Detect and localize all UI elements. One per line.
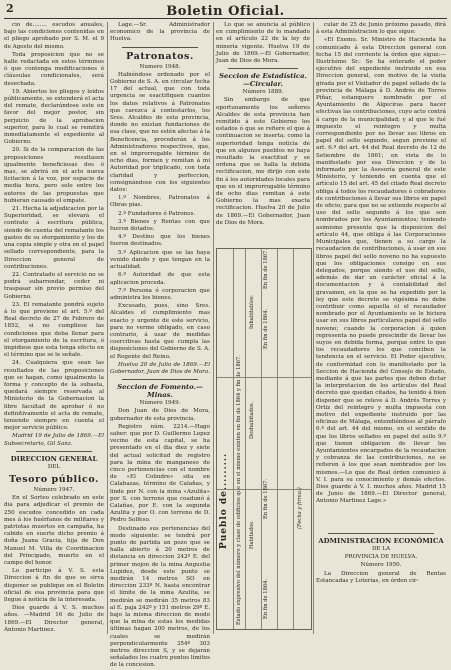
column-divider [107, 22, 108, 634]
section-rule [228, 68, 298, 69]
header-rule [4, 18, 447, 19]
paragraph: 19. Abiertos los pliegos y leidos públicamente, se extenderá el acta del remate, declarándose este en favor del mejor postor, sin perjuicio de la aprobacion superior, para lo cual se remitirá inmediatamente el expediente al Gobierno. [4, 88, 104, 146]
section-title: Seccion de Estadística.—Circular. [219, 72, 307, 89]
table-row-1864: En fin de 1864. [263, 578, 269, 619]
table-title: Estado expresivo del número y clase de edificios que en el mismo existen en fin de 1864 y fin de 1867. [236, 355, 242, 625]
list-item: 1.º Nombres, Patronatos á Obras pias. [110, 195, 210, 209]
paragraph: Toda proposicion que no se halle redactada en estos términos ó que contenga modificaciones ó cláusulas condicionales, será desechada. [4, 51, 104, 87]
statistics-table [216, 248, 312, 630]
masthead-title: Boletin Oficial. [166, 4, 285, 19]
paragraph: cio de........ escudos anuales, bajo las condiciones contenidas en el pliego aprobado por S. M. el 9 de Agosto del mismo. [4, 22, 104, 50]
table-row-1867: En fin de 1867. [263, 248, 269, 289]
list-item: 3.º Bienes y Rentas con que fueron dotados. [110, 218, 210, 233]
table-divider [261, 249, 262, 629]
section-rule [122, 47, 198, 48]
paragraph: cular de 25 de Junio próximo pasado, dirá á esta Administracion lo que sigue: [316, 22, 446, 36]
list-item: 5.º Aplicacion que se las haya venido dando y que tengan en la actualidad. [110, 249, 210, 271]
table-header-habitados: Habitados. [249, 520, 255, 549]
paragraph: Excusado, pues, sino Sres. Alcaldes el cumplimiento mas exacto y urgente de este servicio, para no verme obligado, en caso contrario, á usar de medidas coercitivas hasta que cumpla las disposiciones del Gobierno de S. A. el Regente del Reino. [110, 303, 210, 360]
paragraph: 24. Cualquiera que sean las resultados de las proposiciones que se hagan, como igualmente la forma y concepto de la subasta, quedará siempre reservada al Ministerio de la Gobernacion la libre facultad de aprobar ó no definitivamente el acta de remate, teniendo siempre en cuenta el mejor servicio público. [4, 360, 104, 432]
section-rule [16, 451, 92, 452]
list-item: 7.º Persona ó corporacion que administra los bienes. [110, 287, 210, 301]
column-4-bottom [316, 530, 446, 634]
paragraph: 23. El rematante pondrá sujeto á lo que previene el art. 5.º del Real decreto de 27 de Febrero de 1852, si no cumpliese las condiciones que deba llenar para el otorgamiento de la escritura, ó impidiese que esta tenga efecto en el término que se le señale. [4, 301, 104, 359]
column-divider [313, 22, 314, 634]
table-pueblo-label: Pueblo de......... [219, 452, 229, 549]
column-divider [213, 22, 214, 634]
table-divider [217, 377, 311, 378]
table-divider [293, 249, 294, 629]
paragraph: «El Exemo. Sr. Ministro de Hacienda ha comunicado á esta Direccion general con fecha 15 del corriente la órden que sigue:—Ilustrísimo Sr.: Se ha enterado el poder ejecutivo del expediente instruido en esa Direccion general, con motivo de la visita girada por el Visitador de papel sellado de la provincia de Málaga á D. Andrés de Torres Piñar, estanquero nombrado por el Ayuntamiento de Algeciras para hacer efectivas las contribuciones, cuyo acto contrá á cargo de la municipalidad; y al que le fué impuesto el reintegro y multa correspondiente por no llevar sus libros en papel del sello segundo, segun previene el art. 6.º del art. 44 del Real decreto de 12 de Setiembre de 1861; en vista de lo manifestado por esa Direccion y de lo informado por la Asesoría general de este Ministerio, y teniendo en cuenta que el artículo 15 del art. 45 del citado Real decreto obliga á todos los recaudadores ó cobradores de contribuciones á llevar sus libros en papel de oficio; para que no se extiende respecto al uso del sello segundo á los que son nombrados por los Ayuntamientos; teniendo asimismo presente que la disposicion del artículo 44, que obliga á las Corporaciones Municipales que, tienen a su cargo la recaudacion de contribuciones, á usar en sus libros papel del sello noveno no ha supuesto que los obligaciones consigo en sus delegados, porque siendo el uso del sello, además de dar un carácter oficial á la documentacion y á contabilidad del gravamen, en la que se ha expedido por la ley que este decreto se vigésima no debe contribuir como aquella el el recaudador nombrado por el Ayuntamiento se le hiciera usar en sus libros particulares papel del sello noveno; cuando la corporacion á quien representa no puede prescindir de llevar los suyos en debida forma, porque entre lo que los recaudadores los que conciben la tendencia en el servicio. El Poder ejecutivo, de conformidad con lo manifestado por la Seccion de Hacienda del Consejo de Estado, mediante á que las partes que deben dictar la interpretacion de los artículos del Real decreto que quedan citados, ha tenido á bien disponer que se releve á D. Andrés Torres y Ortiz del reintegro y multa impuesta con motivo del expediente instruido por las oficinas de Málaga, entendiéndose al párrafo 6.º del art. 44 del mismo, en el sentido de que los libros sellados en papel del sello 9.º que tienen obligacion de llevar los Ayuntamientos encargados de la recaudacion y cobranza de las contribuciones, no se refieren á los que sean nombrados por los mismos.—Lo que de Real órden comunico á V. I. para su conocimiento y demás efectos. Dios guarde á V. I. muchos años. Madrid 15 de Junio de 1869.—El Director general, Antonio Martinez Lage.» [316, 37, 446, 505]
paragraph: La Direccion general de Rentas Estancadas y Loterías, en órden cir- [316, 570, 446, 584]
paragraph: En el Sorteo celebrado en este dia para adjudicar el premio de 250 escudos concedido en cada mes á los huérfanos de militares y patriotas muertos en campaña, ha cabido en suerte dicho premio á doña Juana Gracia, hija de Don Manuel M. Villa de Coordinacion del Principado, muerto en el campo del honor. [4, 495, 104, 567]
section-title: DIRECCION GENERAL [10, 454, 98, 463]
paragraph: Habiéndose ordenado por el Gobierno de S. A. en circular fecha 17 del actual, que con toda urgencia se esactifiquen cuantos los datos relativos á Patronatos que carezca á contestarlos, los Sres. Alcaldes de esta provincia, donde no existan fundaciones de esa clase, que no estén afectas á la Beneficencia, procederán á los Administradores respectivos, que, en el improrrogable término de ocho dias, formen y remitan á mi Autoridad por triplicado, con toda claridad y perfeccion, consignándose con los siguientes datos: [110, 71, 210, 194]
table-header-deshabitados: Deshabitados. [249, 401, 255, 439]
paragraph: Registro núm. 2214.—Hago saber: que por D. Guillermo Lopez vecino de esta capital, se ha presentado en el dia diez y siete del actual solicitud de registro para la mina de manganeso de cinco pertenencias con el nombre de «El Colindre» sita en Calabazas, término de Calañas, y linde por N. con la mina «Azulita» por S. con terreno que coadunó á Calañas, por E. con la segunda Azulita y por O. con terreno de D. Pedro Solfeso. [110, 423, 210, 524]
paragraph: Lo que se anuncia al público en cumplimiento de lo mandado en el artículo 22 de la ley de minería vigente. Huelva 19 de Julio de 1869.—El Gobernador, Juan de Dios de Mora. [216, 22, 310, 65]
table-divider [245, 249, 246, 629]
paragraph: Destinado sus pertenencias del modo siguiente: se tendrá por punto de partida un pozo que se halla abierto á 20 metros de distancia en direccion 242º E. del primer mojon de la mina Angustia Lupidez, desde este punto se medirán 14 metros SO en direccion 233º N. hasta encontrar el límite de la mina Azulita, se medirán se medirán 35 metros 83 al E. paja 242º y 151 metros 29º E. bajo la misma direccion de modo que la mina de estas los medidas últimas hagan 200 metros, de los cuales se medirán perpendicularmente 354º 303 metros direccion S, y se dejarán señalados los cuatro puntos límites de la concesion. [110, 525, 210, 669]
column-1 [4, 22, 104, 634]
signature: Madrid 19 de Julio de 1869.—El Subsecretario, Gil Sanz. [4, 433, 104, 447]
section-subtitle: DEL [47, 463, 61, 470]
notice-number: Número 1949. [139, 400, 181, 407]
paragraph: Dios guarde á V. S. muchos años. —Madrid 16 de Julio de 1869.—El Director general, Antonio Martinez. [4, 605, 104, 633]
section-rule [122, 379, 198, 380]
notice-number: Número 1950. [360, 562, 402, 569]
table-row-1864: En fin de 1864. [263, 308, 269, 349]
notice-number: Número 1947. [33, 486, 75, 493]
table-header-inhabitables: Inhabitables. [249, 294, 255, 329]
table-signature-note: (Fecha y firma.) [297, 487, 303, 529]
signature: Huelva 20 de Julio de 1869.—El Gobernador, Juan de Dios de Mora. [110, 361, 210, 375]
paragraph: 20. Si de la comparacion de las proposiciones resultasen igualmente beneficiosas dos ó mas, se abrirá en el acto nueva licitacion á la voz, por espacio de media hora, pero solo entre los autores de las propuestas que hubieran causado el empate. [4, 147, 104, 204]
section-heading: Patronatos. [126, 50, 194, 62]
list-item: 4.º Destino que los bienes fueron destinados. [110, 234, 210, 248]
section-subtitle: DE LA [371, 546, 391, 552]
paragraph: Sin embargo de que oportunamente los señores Alcaldes de esta provincia han remitido á este Gobierno los estados ó que se refiere el que á continuacion se inserta; como la superioridad tenga noticia de que en algunos pueblos no haya resultado la exactitud y se ordena que se halla la debida rectificacion, me dirijo con este fin á los autoridades locales para que en el improrrogable término de ocho dias remitan á este Gobierno la mas exacta rectificacion. Huelva 20 de Julio de 1869.—El Gobernador, Juan de Dios de Mora. [216, 97, 310, 226]
column-2 [110, 22, 210, 669]
table-divider [233, 249, 234, 629]
notice-number: Numero 1948. [139, 63, 181, 70]
section-subtitle: PROVINCIA DE HUELVA. [344, 554, 418, 561]
page-number: 2 [6, 2, 14, 15]
list-item: 2.º Fundadores ó Patronos. [118, 210, 196, 217]
column-4 [316, 22, 446, 528]
table-row-1867: En fin de 1867. [263, 478, 269, 519]
notice-number: Número 1889. [242, 89, 284, 96]
section-title: Seccion de Fomento.—Minas. [117, 383, 203, 400]
section-heading: Tesoro público. [8, 473, 100, 485]
paragraph: 22. Contratado el servicio no se podrá subarrendar, ceder ni traspasar sin previo permiso del Gobierno. [4, 271, 104, 300]
section-title: ADMINISTRACION ECONÓMICA [318, 537, 444, 545]
table-divider [277, 249, 278, 629]
paragraph: Don Juan de Dios de Mora, gobernador de esta provincia. [110, 408, 210, 422]
section-rule [328, 533, 434, 534]
page-header [0, 0, 451, 20]
paragraph: 21. Hecha la adjudicacion por la Superioridad, se elevará el contrato á escritura pública, siendo de cuenta del rematante los gastos de su otorgamiento y los de una copia simple y otra en el papel sellado correspondiente, para la Direccion general de contribuciones. [4, 206, 104, 270]
column-3 [216, 22, 310, 246]
paragraph: Lage.—Sr. Administrador economico de la provincia de Huelva. [110, 22, 210, 43]
list-item: 6.º Autoridad de que esta aplicacion proceda. [110, 272, 210, 286]
paragraph: Lo participo á V. S. esta Direccion á fin de que se sirva disponer se publique en el Boletin oficial de esa provincia para que llegue á noticia de la interesada. [4, 568, 104, 604]
